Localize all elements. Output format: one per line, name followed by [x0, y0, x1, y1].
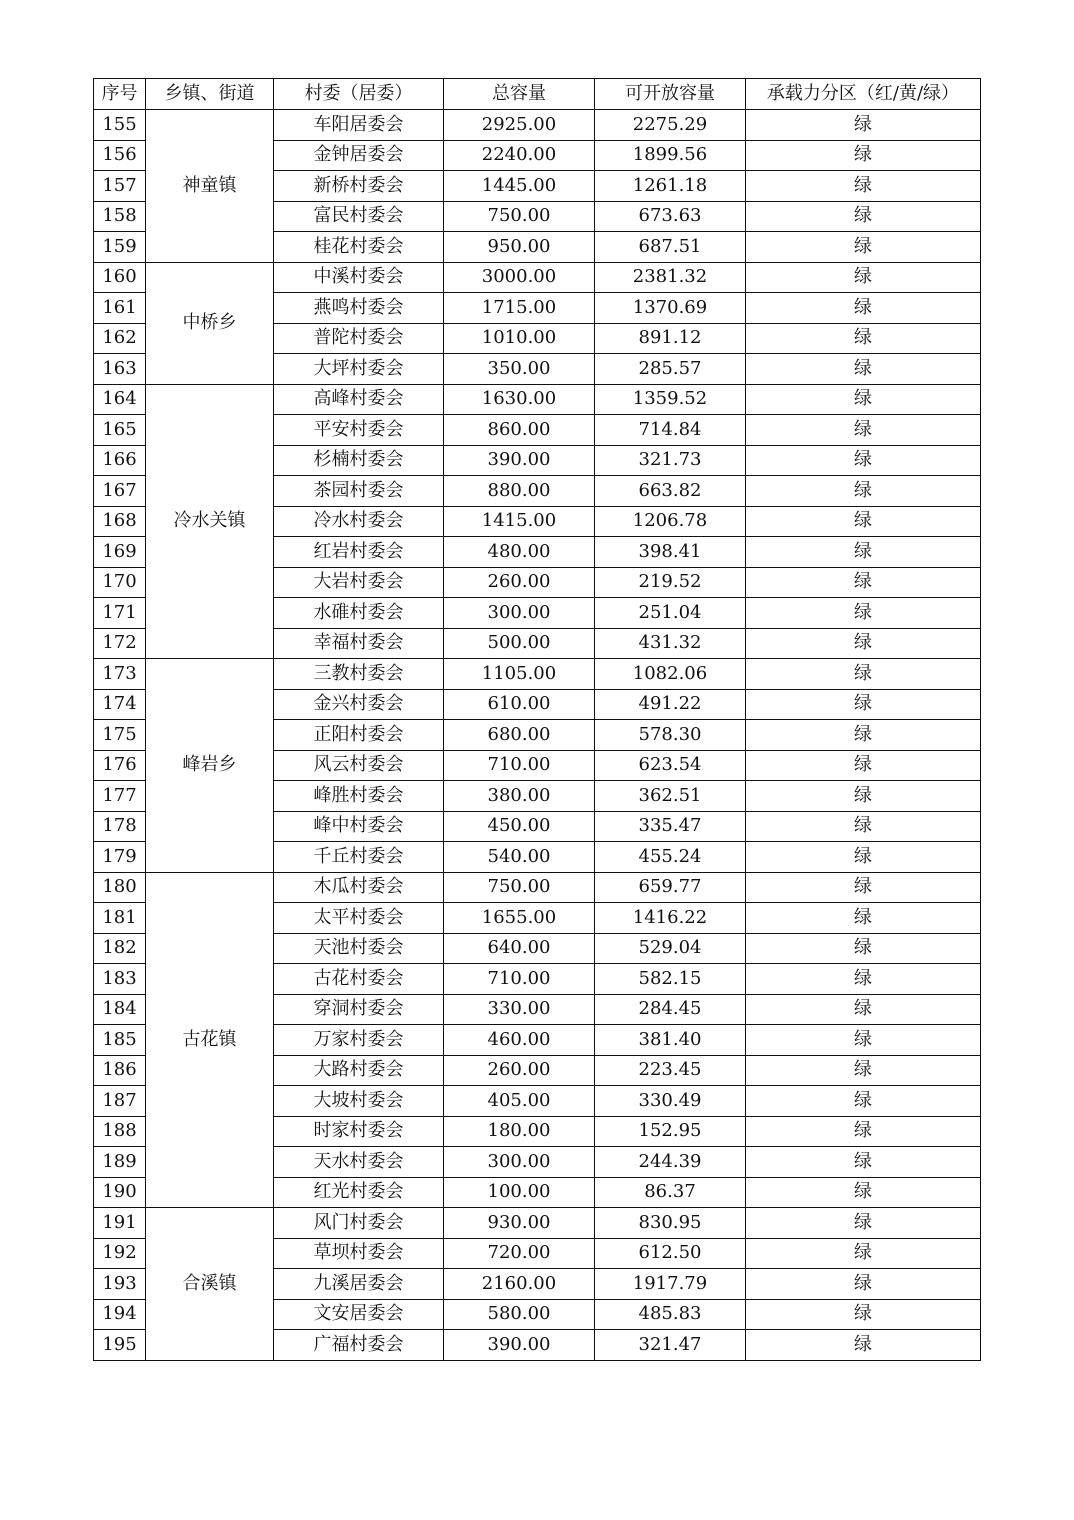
serial-number-cell: 183 — [94, 964, 146, 995]
total-capacity-cell: 750.00 — [444, 872, 595, 903]
open-capacity-cell: 251.04 — [595, 598, 746, 629]
header-capacity-zone: 承载力分区（红/黄/绿） — [746, 79, 981, 110]
village-cell: 高峰村委会 — [274, 384, 444, 415]
open-capacity-cell: 485.83 — [595, 1299, 746, 1330]
serial-number-cell: 182 — [94, 933, 146, 964]
open-capacity-cell: 244.39 — [595, 1147, 746, 1178]
serial-number-cell: 186 — [94, 1055, 146, 1086]
serial-number-cell: 193 — [94, 1269, 146, 1300]
serial-number-cell: 184 — [94, 994, 146, 1025]
open-capacity-cell: 663.82 — [595, 476, 746, 507]
open-capacity-cell: 529.04 — [595, 933, 746, 964]
capacity-zone-cell: 绿 — [746, 140, 981, 171]
table-header — [94, 79, 981, 110]
serial-number-cell: 176 — [94, 750, 146, 781]
village-cell: 中溪村委会 — [274, 262, 444, 293]
capacity-zone-cell: 绿 — [746, 781, 981, 812]
village-cell: 天池村委会 — [274, 933, 444, 964]
serial-number-cell: 190 — [94, 1177, 146, 1208]
serial-number-cell: 166 — [94, 445, 146, 476]
capacity-zone-cell: 绿 — [746, 1299, 981, 1330]
serial-number-cell: 155 — [94, 110, 146, 141]
serial-number-cell: 170 — [94, 567, 146, 598]
village-cell: 时家村委会 — [274, 1116, 444, 1147]
village-cell: 风云村委会 — [274, 750, 444, 781]
capacity-zone-cell: 绿 — [746, 598, 981, 629]
open-capacity-cell: 891.12 — [595, 323, 746, 354]
village-cell: 天水村委会 — [274, 1147, 444, 1178]
open-capacity-cell: 1917.79 — [595, 1269, 746, 1300]
capacity-zone-cell: 绿 — [746, 1330, 981, 1361]
open-capacity-cell: 223.45 — [595, 1055, 746, 1086]
total-capacity-cell: 720.00 — [444, 1238, 595, 1269]
total-capacity-cell: 1630.00 — [444, 384, 595, 415]
village-cell: 普陀村委会 — [274, 323, 444, 354]
capacity-zone-cell: 绿 — [746, 872, 981, 903]
open-capacity-cell: 582.15 — [595, 964, 746, 995]
capacity-zone-cell: 绿 — [746, 964, 981, 995]
table-row — [94, 110, 981, 141]
header-serial-number: 序号 — [94, 79, 146, 110]
capacity-zone-cell: 绿 — [746, 1238, 981, 1269]
capacity-zone-cell: 绿 — [746, 933, 981, 964]
serial-number-cell: 192 — [94, 1238, 146, 1269]
serial-number-cell: 167 — [94, 476, 146, 507]
table-row — [94, 872, 981, 903]
capacity-zone-cell: 绿 — [746, 1116, 981, 1147]
capacity-zone-cell: 绿 — [746, 171, 981, 202]
village-cell: 大坪村委会 — [274, 354, 444, 385]
capacity-zone-cell: 绿 — [746, 1055, 981, 1086]
capacity-zone-cell: 绿 — [746, 811, 981, 842]
table-row — [94, 262, 981, 293]
total-capacity-cell: 930.00 — [444, 1208, 595, 1239]
village-cell: 金兴村委会 — [274, 689, 444, 720]
village-cell: 峰中村委会 — [274, 811, 444, 842]
total-capacity-cell: 100.00 — [444, 1177, 595, 1208]
capacity-zone-cell: 绿 — [746, 415, 981, 446]
header-total-capacity: 总容量 — [444, 79, 595, 110]
capacity-zone-cell: 绿 — [746, 994, 981, 1025]
total-capacity-cell: 580.00 — [444, 1299, 595, 1330]
open-capacity-cell: 830.95 — [595, 1208, 746, 1239]
capacity-zone-cell: 绿 — [746, 445, 981, 476]
capacity-zone-cell: 绿 — [746, 750, 981, 781]
serial-number-cell: 175 — [94, 720, 146, 751]
village-cell: 大岩村委会 — [274, 567, 444, 598]
table-body — [94, 110, 981, 1361]
total-capacity-cell: 1010.00 — [444, 323, 595, 354]
serial-number-cell: 178 — [94, 811, 146, 842]
village-cell: 万家村委会 — [274, 1025, 444, 1056]
capacity-zone-cell: 绿 — [746, 201, 981, 232]
total-capacity-cell: 1105.00 — [444, 659, 595, 690]
total-capacity-cell: 3000.00 — [444, 262, 595, 293]
open-capacity-cell: 1261.18 — [595, 171, 746, 202]
open-capacity-cell: 2381.32 — [595, 262, 746, 293]
open-capacity-cell: 330.49 — [595, 1086, 746, 1117]
capacity-zone-cell: 绿 — [746, 659, 981, 690]
village-cell: 桂花村委会 — [274, 232, 444, 263]
serial-number-cell: 181 — [94, 903, 146, 934]
header-row — [94, 79, 981, 110]
table-row — [94, 659, 981, 690]
total-capacity-cell: 880.00 — [444, 476, 595, 507]
open-capacity-cell: 673.63 — [595, 201, 746, 232]
capacity-zone-cell: 绿 — [746, 354, 981, 385]
village-cell: 富民村委会 — [274, 201, 444, 232]
serial-number-cell: 195 — [94, 1330, 146, 1361]
total-capacity-cell: 500.00 — [444, 628, 595, 659]
total-capacity-cell: 260.00 — [444, 1055, 595, 1086]
town-cell: 神童镇 — [146, 110, 274, 263]
total-capacity-cell: 710.00 — [444, 964, 595, 995]
capacity-zone-cell: 绿 — [746, 323, 981, 354]
village-cell: 金钟居委会 — [274, 140, 444, 171]
open-capacity-cell: 687.51 — [595, 232, 746, 263]
serial-number-cell: 174 — [94, 689, 146, 720]
village-cell: 幸福村委会 — [274, 628, 444, 659]
capacity-zone-cell: 绿 — [746, 1025, 981, 1056]
open-capacity-cell: 321.47 — [595, 1330, 746, 1361]
open-capacity-cell: 398.41 — [595, 537, 746, 568]
open-capacity-cell: 1899.56 — [595, 140, 746, 171]
serial-number-cell: 168 — [94, 506, 146, 537]
capacity-zone-cell: 绿 — [746, 903, 981, 934]
village-cell: 新桥村委会 — [274, 171, 444, 202]
village-cell: 平安村委会 — [274, 415, 444, 446]
open-capacity-cell: 659.77 — [595, 872, 746, 903]
total-capacity-cell: 390.00 — [444, 1330, 595, 1361]
total-capacity-cell: 750.00 — [444, 201, 595, 232]
total-capacity-cell: 330.00 — [444, 994, 595, 1025]
village-cell: 峰胜村委会 — [274, 781, 444, 812]
village-cell: 杉楠村委会 — [274, 445, 444, 476]
serial-number-cell: 177 — [94, 781, 146, 812]
total-capacity-cell: 950.00 — [444, 232, 595, 263]
capacity-zone-cell: 绿 — [746, 293, 981, 324]
header-open-capacity: 可开放容量 — [595, 79, 746, 110]
capacity-zone-cell: 绿 — [746, 110, 981, 141]
open-capacity-cell: 1206.78 — [595, 506, 746, 537]
capacity-zone-cell: 绿 — [746, 506, 981, 537]
capacity-zone-cell: 绿 — [746, 1208, 981, 1239]
total-capacity-cell: 260.00 — [444, 567, 595, 598]
serial-number-cell: 161 — [94, 293, 146, 324]
header-village-committee: 村委（居委） — [274, 79, 444, 110]
open-capacity-cell: 284.45 — [595, 994, 746, 1025]
town-cell: 峰岩乡 — [146, 659, 274, 873]
village-cell: 红光村委会 — [274, 1177, 444, 1208]
open-capacity-cell: 714.84 — [595, 415, 746, 446]
open-capacity-cell: 2275.29 — [595, 110, 746, 141]
total-capacity-cell: 1445.00 — [444, 171, 595, 202]
total-capacity-cell: 180.00 — [444, 1116, 595, 1147]
open-capacity-cell: 86.37 — [595, 1177, 746, 1208]
capacity-zone-cell: 绿 — [746, 262, 981, 293]
open-capacity-cell: 578.30 — [595, 720, 746, 751]
serial-number-cell: 158 — [94, 201, 146, 232]
village-cell: 古花村委会 — [274, 964, 444, 995]
serial-number-cell: 169 — [94, 537, 146, 568]
open-capacity-cell: 431.32 — [595, 628, 746, 659]
village-cell: 风门村委会 — [274, 1208, 444, 1239]
total-capacity-cell: 610.00 — [444, 689, 595, 720]
open-capacity-cell: 612.50 — [595, 1238, 746, 1269]
capacity-zone-cell: 绿 — [746, 567, 981, 598]
total-capacity-cell: 640.00 — [444, 933, 595, 964]
serial-number-cell: 171 — [94, 598, 146, 629]
village-cell: 茶园村委会 — [274, 476, 444, 507]
village-cell: 广福村委会 — [274, 1330, 444, 1361]
serial-number-cell: 159 — [94, 232, 146, 263]
table-row — [94, 1208, 981, 1239]
village-cell: 燕鸣村委会 — [274, 293, 444, 324]
village-cell: 穿洞村委会 — [274, 994, 444, 1025]
capacity-zone-cell: 绿 — [746, 476, 981, 507]
serial-number-cell: 188 — [94, 1116, 146, 1147]
open-capacity-cell: 152.95 — [595, 1116, 746, 1147]
table-row — [94, 384, 981, 415]
capacity-zone-cell: 绿 — [746, 537, 981, 568]
open-capacity-cell: 381.40 — [595, 1025, 746, 1056]
serial-number-cell: 189 — [94, 1147, 146, 1178]
header-town-street: 乡镇、街道 — [146, 79, 274, 110]
total-capacity-cell: 480.00 — [444, 537, 595, 568]
serial-number-cell: 156 — [94, 140, 146, 171]
serial-number-cell: 162 — [94, 323, 146, 354]
open-capacity-cell: 219.52 — [595, 567, 746, 598]
village-cell: 大坡村委会 — [274, 1086, 444, 1117]
village-cell: 九溪居委会 — [274, 1269, 444, 1300]
total-capacity-cell: 1415.00 — [444, 506, 595, 537]
total-capacity-cell: 390.00 — [444, 445, 595, 476]
town-cell: 古花镇 — [146, 872, 274, 1208]
town-cell: 中桥乡 — [146, 262, 274, 384]
capacity-zone-cell: 绿 — [746, 720, 981, 751]
serial-number-cell: 172 — [94, 628, 146, 659]
total-capacity-cell: 350.00 — [444, 354, 595, 385]
open-capacity-cell: 1416.22 — [595, 903, 746, 934]
serial-number-cell: 163 — [94, 354, 146, 385]
total-capacity-cell: 2240.00 — [444, 140, 595, 171]
capacity-table — [93, 78, 981, 1361]
village-cell: 车阳居委会 — [274, 110, 444, 141]
village-cell: 太平村委会 — [274, 903, 444, 934]
open-capacity-cell: 335.47 — [595, 811, 746, 842]
village-cell: 木瓜村委会 — [274, 872, 444, 903]
village-cell: 冷水村委会 — [274, 506, 444, 537]
serial-number-cell: 157 — [94, 171, 146, 202]
open-capacity-cell: 491.22 — [595, 689, 746, 720]
serial-number-cell: 160 — [94, 262, 146, 293]
capacity-zone-cell: 绿 — [746, 1086, 981, 1117]
total-capacity-cell: 1655.00 — [444, 903, 595, 934]
total-capacity-cell: 380.00 — [444, 781, 595, 812]
serial-number-cell: 185 — [94, 1025, 146, 1056]
capacity-zone-cell: 绿 — [746, 1269, 981, 1300]
capacity-zone-cell: 绿 — [746, 628, 981, 659]
serial-number-cell: 165 — [94, 415, 146, 446]
total-capacity-cell: 860.00 — [444, 415, 595, 446]
total-capacity-cell: 1715.00 — [444, 293, 595, 324]
total-capacity-cell: 680.00 — [444, 720, 595, 751]
total-capacity-cell: 540.00 — [444, 842, 595, 873]
total-capacity-cell: 300.00 — [444, 598, 595, 629]
open-capacity-cell: 285.57 — [595, 354, 746, 385]
total-capacity-cell: 2925.00 — [444, 110, 595, 141]
village-cell: 千丘村委会 — [274, 842, 444, 873]
open-capacity-cell: 1359.52 — [595, 384, 746, 415]
village-cell: 红岩村委会 — [274, 537, 444, 568]
total-capacity-cell: 300.00 — [444, 1147, 595, 1178]
serial-number-cell: 179 — [94, 842, 146, 873]
serial-number-cell: 173 — [94, 659, 146, 690]
village-cell: 大路村委会 — [274, 1055, 444, 1086]
total-capacity-cell: 405.00 — [444, 1086, 595, 1117]
open-capacity-cell: 1082.06 — [595, 659, 746, 690]
village-cell: 草坝村委会 — [274, 1238, 444, 1269]
open-capacity-cell: 321.73 — [595, 445, 746, 476]
serial-number-cell: 180 — [94, 872, 146, 903]
serial-number-cell: 191 — [94, 1208, 146, 1239]
serial-number-cell: 194 — [94, 1299, 146, 1330]
open-capacity-cell: 1370.69 — [595, 293, 746, 324]
capacity-zone-cell: 绿 — [746, 232, 981, 263]
total-capacity-cell: 710.00 — [444, 750, 595, 781]
total-capacity-cell: 450.00 — [444, 811, 595, 842]
town-cell: 合溪镇 — [146, 1208, 274, 1361]
capacity-zone-cell: 绿 — [746, 1147, 981, 1178]
capacity-zone-cell: 绿 — [746, 689, 981, 720]
open-capacity-cell: 623.54 — [595, 750, 746, 781]
village-cell: 正阳村委会 — [274, 720, 444, 751]
town-cell: 冷水关镇 — [146, 384, 274, 659]
capacity-zone-cell: 绿 — [746, 384, 981, 415]
serial-number-cell: 187 — [94, 1086, 146, 1117]
village-cell: 三教村委会 — [274, 659, 444, 690]
open-capacity-cell: 455.24 — [595, 842, 746, 873]
serial-number-cell: 164 — [94, 384, 146, 415]
total-capacity-cell: 460.00 — [444, 1025, 595, 1056]
capacity-zone-cell: 绿 — [746, 842, 981, 873]
village-cell: 水碓村委会 — [274, 598, 444, 629]
village-cell: 文安居委会 — [274, 1299, 444, 1330]
total-capacity-cell: 2160.00 — [444, 1269, 595, 1300]
capacity-zone-cell: 绿 — [746, 1177, 981, 1208]
open-capacity-cell: 362.51 — [595, 781, 746, 812]
